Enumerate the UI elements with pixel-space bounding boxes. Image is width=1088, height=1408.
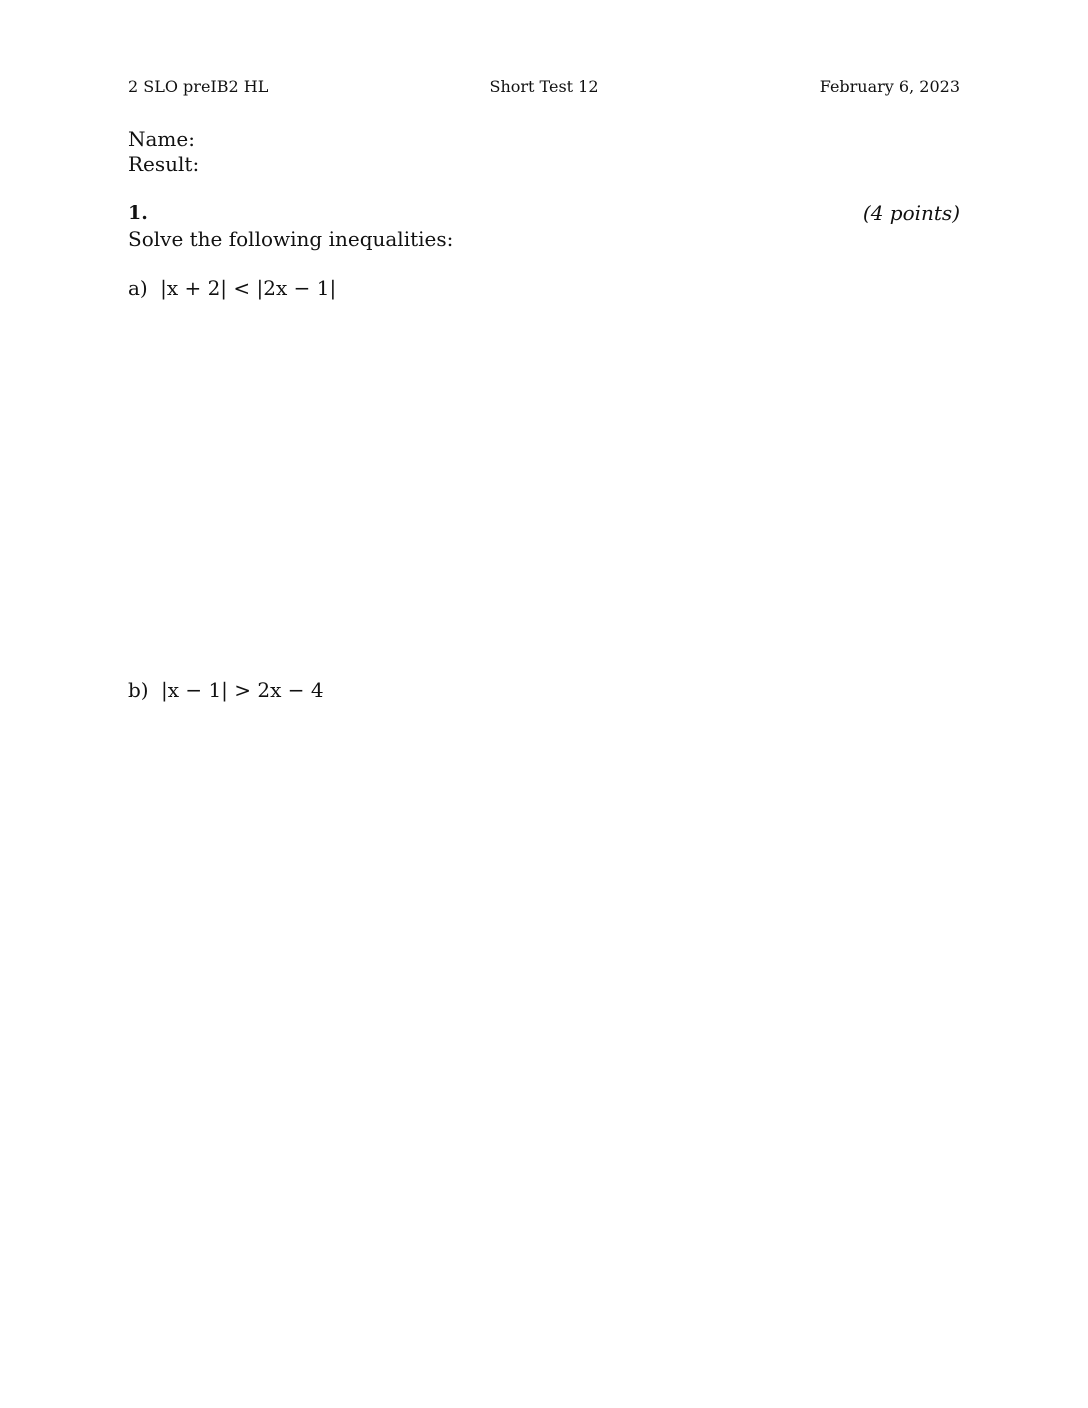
part-expression: |x − 1| > 2x − 4 xyxy=(160,678,324,702)
page-header xyxy=(128,77,960,101)
part-label: a) xyxy=(128,276,148,300)
question-instruction: Solve the following inequalities: xyxy=(128,227,454,251)
result-label: Result: xyxy=(128,152,200,176)
question-number: 1. xyxy=(128,202,148,224)
test-date: February 6, 2023 xyxy=(819,77,960,96)
test-title: Short Test 12 xyxy=(489,77,599,96)
question-points: (4 points) xyxy=(862,201,960,225)
question-part-a xyxy=(128,276,336,300)
name-label: Name: xyxy=(128,127,195,151)
question-part-b xyxy=(128,678,324,702)
course-code: 2 SLO preIB2 HL xyxy=(128,77,269,96)
part-expression: |x + 2| < |2x − 1| xyxy=(160,276,337,300)
part-label: b) xyxy=(128,678,149,702)
